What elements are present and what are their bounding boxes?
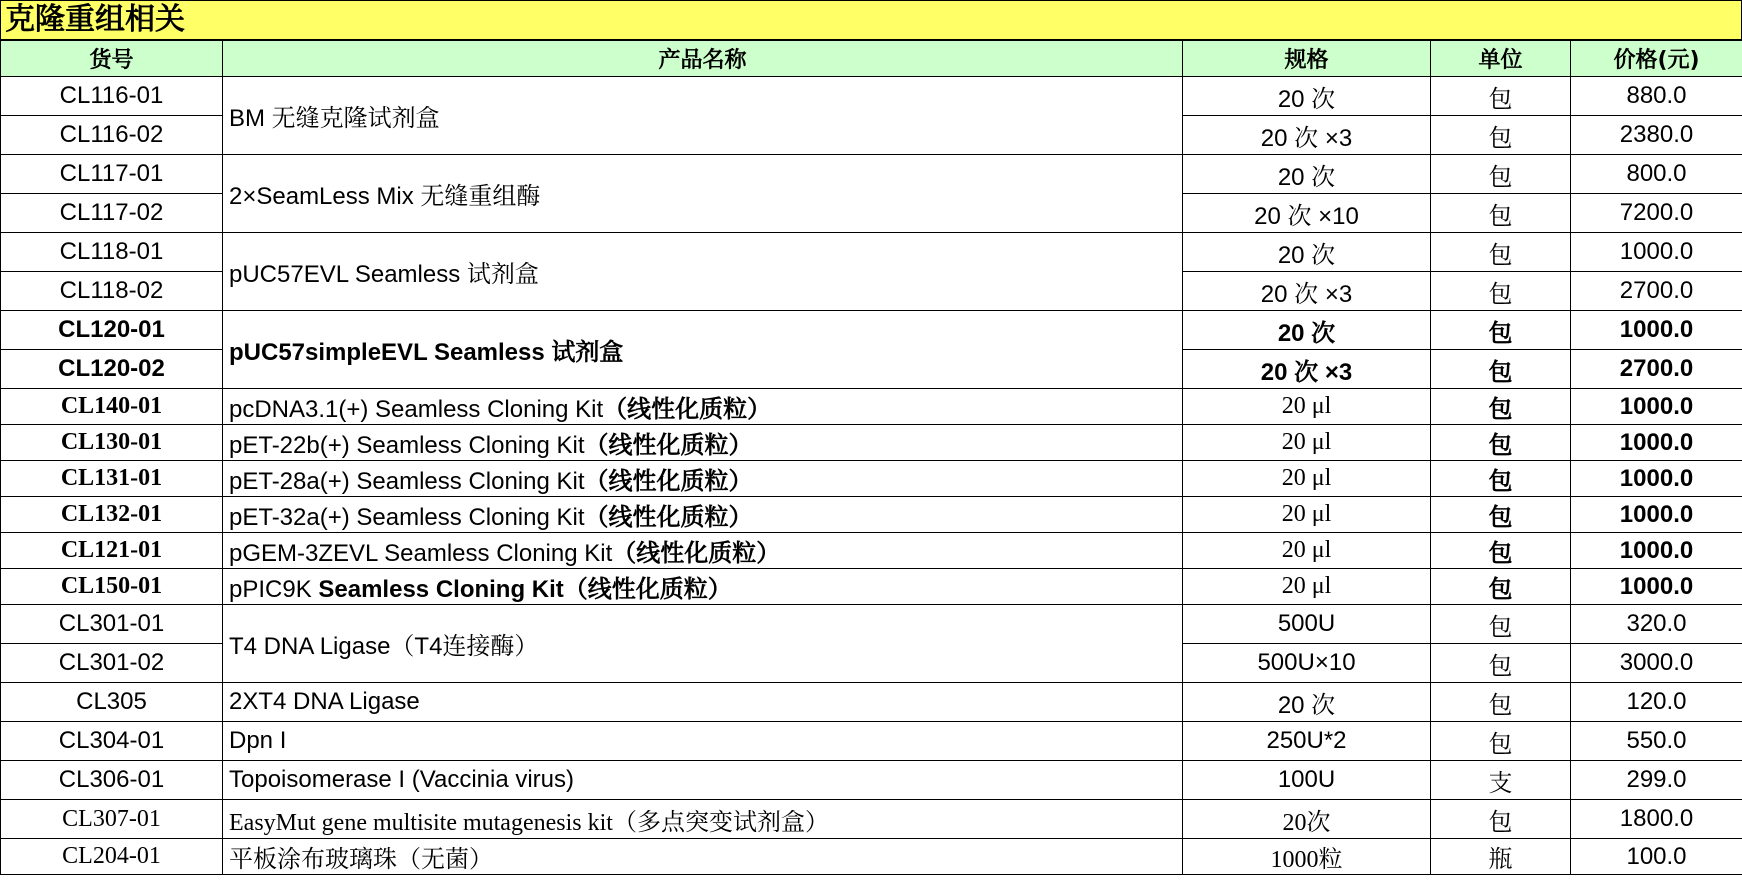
cell-code[interactable]: CL131-01 — [1, 461, 223, 497]
cell-spec[interactable]: 20 μl — [1183, 461, 1431, 497]
table-row — [1, 761, 1742, 800]
cell-unit[interactable]: 包 — [1431, 644, 1571, 683]
name-suffix: （线性化质粒） — [612, 540, 781, 567]
table-row — [1, 800, 1742, 839]
name-part: pPIC9K — [229, 576, 319, 603]
cell-spec[interactable]: 20 次 ×3 — [1183, 272, 1431, 311]
cell-unit[interactable]: 包 — [1431, 533, 1571, 569]
header-row — [1, 41, 1742, 77]
table-row — [1, 155, 1742, 194]
cell-name[interactable]: pUC57simpleEVL Seamless 试剂盒 — [223, 311, 1183, 389]
cell-code[interactable]: CL117-02 — [1, 194, 223, 233]
cell-price[interactable]: 100.0 — [1571, 839, 1742, 875]
table-row — [1, 425, 1742, 461]
cell-price[interactable]: 1000.0 — [1571, 533, 1742, 569]
cell-price[interactable]: 1000.0 — [1571, 425, 1742, 461]
cell-price[interactable]: 2380.0 — [1571, 116, 1742, 155]
cell-code[interactable]: CL304-01 — [1, 722, 223, 761]
table-row — [1, 77, 1742, 116]
cell-unit[interactable]: 包 — [1431, 722, 1571, 761]
cell-code[interactable]: CL132-01 — [1, 497, 223, 533]
cell-spec[interactable]: 20 次 — [1183, 311, 1431, 350]
cell-code[interactable]: CL116-02 — [1, 116, 223, 155]
cell-unit[interactable]: 包 — [1431, 350, 1571, 389]
cell-code[interactable]: CL120-01 — [1, 311, 223, 350]
table-row — [1, 605, 1742, 644]
cell-unit[interactable]: 包 — [1431, 272, 1571, 311]
cell-name[interactable] — [223, 569, 1183, 605]
cell-unit[interactable]: 支 — [1431, 761, 1571, 800]
cell-spec[interactable]: 100U — [1183, 761, 1431, 800]
name-part: pET-32a(+) Seamless Cloning Kit — [229, 504, 585, 531]
cell-name[interactable] — [223, 461, 1183, 497]
cell-spec[interactable]: 20 次 ×3 — [1183, 350, 1431, 389]
cell-unit[interactable]: 包 — [1431, 497, 1571, 533]
cell-code[interactable]: CL130-01 — [1, 425, 223, 461]
cell-code[interactable]: CL150-01 — [1, 569, 223, 605]
cell-code[interactable]: CL120-02 — [1, 350, 223, 389]
cell-price[interactable]: 800.0 — [1571, 155, 1742, 194]
header-spec[interactable]: 规格 — [1183, 41, 1431, 77]
cell-unit[interactable]: 包 — [1431, 77, 1571, 116]
cell-price[interactable]: 320.0 — [1571, 605, 1742, 644]
cell-price[interactable]: 2700.0 — [1571, 272, 1742, 311]
cell-unit[interactable]: 包 — [1431, 683, 1571, 722]
name-part: pcDNA3.1(+) Seamless Cloning Kit — [229, 396, 604, 423]
cell-price[interactable]: 1800.0 — [1571, 800, 1742, 839]
cell-unit[interactable]: 瓶 — [1431, 839, 1571, 875]
cell-spec[interactable]: 500U — [1183, 605, 1431, 644]
cell-price[interactable]: 2700.0 — [1571, 350, 1742, 389]
cell-spec[interactable]: 20 次 ×10 — [1183, 194, 1431, 233]
cell-code[interactable]: CL121-01 — [1, 533, 223, 569]
cell-spec[interactable]: 20 μl — [1183, 569, 1431, 605]
cell-name[interactable] — [223, 533, 1183, 569]
cell-code[interactable]: CL116-01 — [1, 77, 223, 116]
cell-unit[interactable]: 包 — [1431, 605, 1571, 644]
name-suffix: （线性化质粒） — [584, 504, 753, 531]
cell-code[interactable]: CL305 — [1, 683, 223, 722]
cell-name[interactable]: T4 DNA Ligase（T4连接酶） — [223, 605, 1183, 683]
cell-code[interactable]: CL204-01 — [1, 839, 223, 875]
name-part: pET-28a(+) Seamless Cloning Kit — [229, 468, 585, 495]
cell-spec[interactable]: 250U*2 — [1183, 722, 1431, 761]
cell-code[interactable]: CL301-02 — [1, 644, 223, 683]
cell-spec[interactable]: 20 次 — [1183, 683, 1431, 722]
cell-price[interactable]: 880.0 — [1571, 77, 1742, 116]
cell-code[interactable]: CL301-01 — [1, 605, 223, 644]
name-part: pET-22b(+) Seamless Cloning Kit — [229, 432, 585, 459]
cell-price[interactable]: 1000.0 — [1571, 311, 1742, 350]
table-row — [1, 533, 1742, 569]
cell-price[interactable]: 1000.0 — [1571, 461, 1742, 497]
cell-spec[interactable]: 500U×10 — [1183, 644, 1431, 683]
cell-spec[interactable]: 20 μl — [1183, 533, 1431, 569]
cell-name[interactable] — [223, 389, 1183, 425]
cell-name[interactable] — [223, 497, 1183, 533]
cell-name[interactable]: 2XT4 DNA Ligase — [223, 683, 1183, 722]
cell-name[interactable]: 平板涂布玻璃珠（无菌） — [223, 839, 1183, 875]
name-suffix: Seamless Cloning Kit（线性化质粒） — [318, 576, 732, 603]
cell-unit[interactable]: 包 — [1431, 461, 1571, 497]
cell-price[interactable]: 1000.0 — [1571, 233, 1742, 272]
table-row — [1, 683, 1742, 722]
cell-price[interactable]: 1000.0 — [1571, 569, 1742, 605]
cell-price[interactable]: 1000.0 — [1571, 389, 1742, 425]
sheet-title: 克隆重组相关 — [0, 0, 1742, 40]
header-code[interactable]: 货号 — [1, 41, 223, 77]
cell-price[interactable]: 3000.0 — [1571, 644, 1742, 683]
cell-unit[interactable]: 包 — [1431, 389, 1571, 425]
cell-price[interactable]: 7200.0 — [1571, 194, 1742, 233]
cell-unit[interactable]: 包 — [1431, 116, 1571, 155]
cell-code[interactable]: CL307-01 — [1, 800, 223, 839]
cell-price[interactable]: 120.0 — [1571, 683, 1742, 722]
table-row — [1, 311, 1742, 350]
table-row — [1, 497, 1742, 533]
table-row — [1, 722, 1742, 761]
name-suffix: （线性化质粒） — [584, 468, 753, 495]
cell-spec[interactable]: 20次 — [1183, 800, 1431, 839]
cell-code[interactable]: CL306-01 — [1, 761, 223, 800]
cell-code[interactable]: CL118-01 — [1, 233, 223, 272]
table-row — [1, 461, 1742, 497]
header-name[interactable]: 产品名称 — [223, 41, 1183, 77]
cell-unit[interactable]: 包 — [1431, 425, 1571, 461]
cell-name[interactable]: pUC57EVL Seamless 试剂盒 — [223, 233, 1183, 311]
cell-spec[interactable]: 20 次 — [1183, 155, 1431, 194]
header-unit[interactable]: 单位 — [1431, 41, 1571, 77]
cell-name[interactable]: 2×SeamLess Mix 无缝重组酶 — [223, 155, 1183, 233]
cell-name[interactable]: Dpn I — [223, 722, 1183, 761]
cell-name[interactable]: BM 无缝克隆试剂盒 — [223, 77, 1183, 155]
cell-spec[interactable]: 20 μl — [1183, 389, 1431, 425]
cell-unit[interactable]: 包 — [1431, 569, 1571, 605]
cell-unit[interactable]: 包 — [1431, 155, 1571, 194]
product-table — [0, 40, 1742, 875]
cell-unit[interactable]: 包 — [1431, 194, 1571, 233]
cell-spec[interactable]: 1000粒 — [1183, 839, 1431, 875]
cell-spec[interactable]: 20 μl — [1183, 425, 1431, 461]
cell-name[interactable] — [223, 425, 1183, 461]
cell-unit[interactable]: 包 — [1431, 233, 1571, 272]
table-row — [1, 839, 1742, 875]
table-row — [1, 569, 1742, 605]
cell-name[interactable]: Topoisomerase I (Vaccinia virus) — [223, 761, 1183, 800]
cell-code[interactable]: CL140-01 — [1, 389, 223, 425]
header-price[interactable]: 价格(元) — [1571, 41, 1742, 77]
cell-code[interactable]: CL117-01 — [1, 155, 223, 194]
cell-name[interactable]: EasyMut gene multisite mutagenesis kit（多点突变试剂盒） — [223, 800, 1183, 839]
cell-price[interactable]: 1000.0 — [1571, 497, 1742, 533]
table-row — [1, 233, 1742, 272]
cell-unit[interactable]: 包 — [1431, 800, 1571, 839]
cell-price[interactable]: 550.0 — [1571, 722, 1742, 761]
cell-price[interactable]: 299.0 — [1571, 761, 1742, 800]
name-suffix: （线性化质粒） — [584, 432, 753, 459]
cell-spec[interactable]: 20 次 — [1183, 77, 1431, 116]
name-part: pGEM-3ZEVL Seamless Cloning Kit — [229, 540, 613, 567]
name-suffix: （线性化质粒） — [603, 396, 772, 423]
table-row — [1, 389, 1742, 425]
cell-spec[interactable]: 20 μl — [1183, 497, 1431, 533]
cell-code[interactable]: CL118-02 — [1, 272, 223, 311]
cell-spec[interactable]: 20 次 ×3 — [1183, 116, 1431, 155]
cell-spec[interactable]: 20 次 — [1183, 233, 1431, 272]
cell-unit[interactable]: 包 — [1431, 311, 1571, 350]
